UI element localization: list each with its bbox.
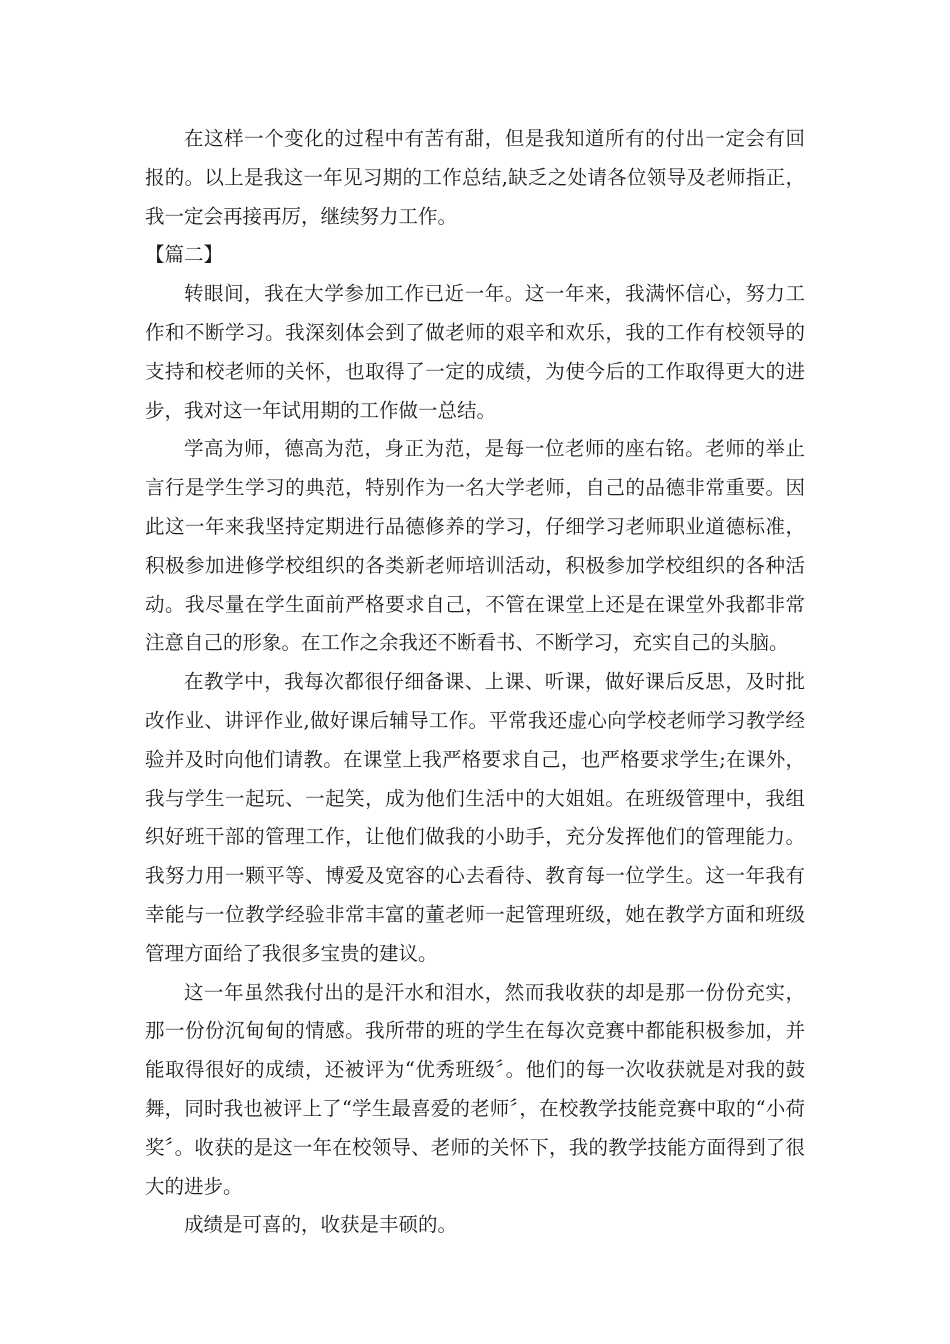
body-paragraph: 学高为师，德高为范，身正为范，是每一位老师的座右铭。老师的举止言行是学生学习的典范，特别作为一名大学老师，自己的品德非常重要。因此这一年来我坚持定期进行品德修养的学习，仔细学习老师职业道德标准，积极参加进修学校组织的各类新老师培训活动，积极参加学校组织的各种活动。我尽量在学生面前严格要求自己，不管在课堂上还是在课堂外我都非常注意自己的形象。在工作之余我还不断看书、不断学习，充实自己的头脑。 [145,437,805,655]
body-paragraph: 在这样一个变化的过程中有苦有甜，但是我知道所有的付出一定会有回报的。以上是我这一年见习期的工作总结,缺乏之处请各位领导及老师指正，我一定会再接再厉，继续努力工作。 [145,127,805,228]
body-paragraph: 这一年虽然我付出的是汗水和泪水，然而我收获的却是那一份份充实，那一份份沉甸甸的情感。我所带的班的学生在每次竞赛中都能积极参加，并能取得很好的成绩，还被评为“优秀班级〞。他们的每一次收获就是对我的鼓舞，同时我也被评上了“学生最喜爱的老师〞，在校教学技能竞赛中取的“小荷奖〞。收获的是这一年在校领导、老师的关怀下，我的教学技能方面得到了很大的进步。 [145,980,805,1198]
body-paragraph: 成绩是可喜的，收获是丰硕的。 [184,1213,458,1237]
body-paragraph: 转眼间，我在大学参加工作已近一年。这一年来，我满怀信心，努力工作和不断学习。我深刻体会到了做老师的艰辛和欢乐，我的工作有校领导的支持和校老师的关怀，也取得了一定的成绩，为使今后的工作取得更大的进步，我对这一年试用期的工作做一总结。 [145,282,805,422]
document-page [145,120,805,1245]
body-paragraph: 在教学中，我每次都很仔细备课、上课、听课，做好课后反思，及时批改作业、讲评作业,做好课后辅导工作。平常我还虚心向学校老师学习教学经验并及时向他们请教。在课堂上我严格要求自己，也严格要求学生;在课外，我与学生一起玩、一起笑，成为他们生活中的大姐姐。在班级管理中，我组织好班干部的管理工作，让他们做我的小助手，充分发挥他们的管理能力。我努力用一颗平等、博爱及宽容的心去看待、教育每一位学生。这一年我有幸能与一位教学经验非常丰富的董老师一起管理班级，她在教学方面和班级管理方面给了我很多宝贵的建议。 [145,670,805,965]
section-heading: 【篇二】 [145,243,224,267]
